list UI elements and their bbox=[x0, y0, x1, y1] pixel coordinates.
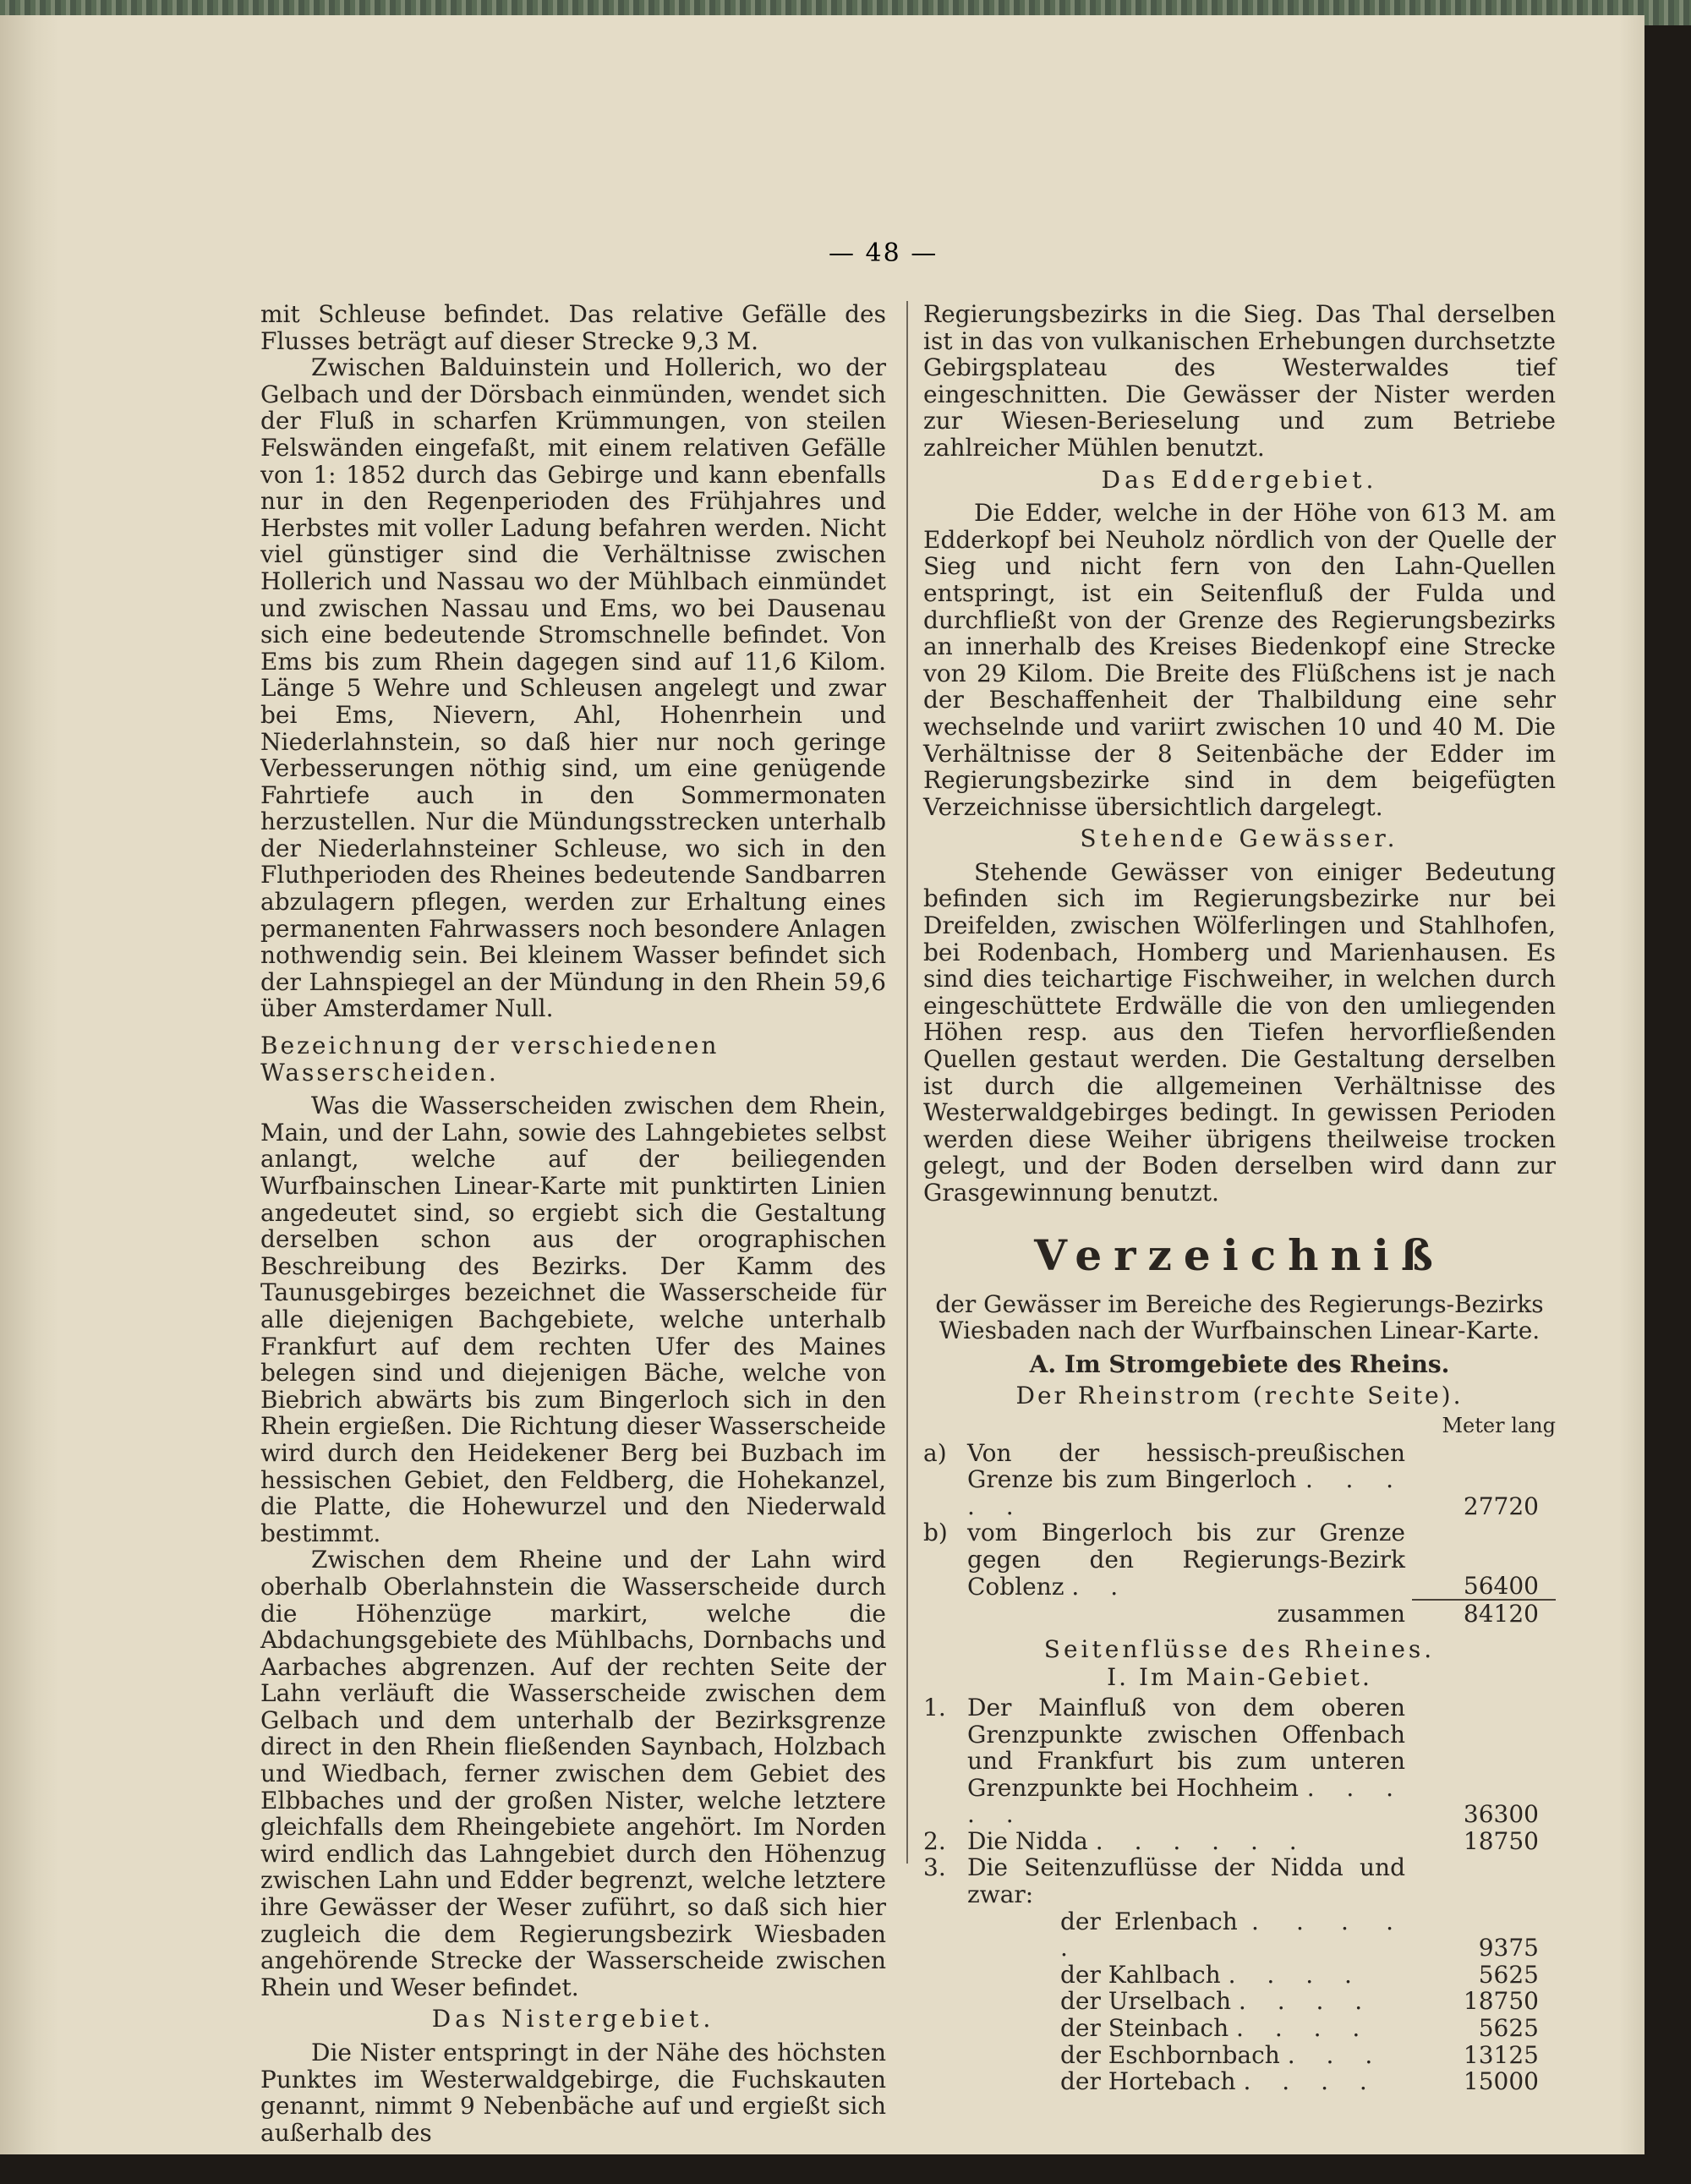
leader-dots: . . . . bbox=[1238, 1987, 1375, 2016]
sum-label: zusammen bbox=[1277, 1600, 1405, 1628]
table-row bbox=[923, 1828, 1556, 1855]
rhine-table bbox=[923, 1440, 1556, 1628]
table-row bbox=[923, 1694, 1556, 1828]
paragraph: Zwischen dem Rheine und der Lahn wird oberhalb Oberlahnstein die Wasserscheide durch die Höhenzüge markirt, welche die Abdachungsgebiete des Mühlbachs, Dornbachs und Aarbaches abgrenzen. Auf der rechten Seite der Lahn verläuft die Wasserscheide zwischen dem Gelbach und dem unterhalb der Bezirksgrenze direct in den Rhein fließenden Saynbach, Holzbach und Wiedbach, ferner zwischen dem Gebiet des Elbbaches und der großen Nister, welche letztere gleichfalls dem Rheingebiete angehört. Im Norden wird endlich das Lahngebiet durch den Höhenzug zwischen Lahn und Edder begrenzt, welche letztere ihre Gewässer der Weser zuführt, so daß sich hier zugleich die dem Regierungsbezirk Wiesbaden angehörende Strecke der Wasserscheide zwischen Rhein und Weser befindet. bbox=[260, 1546, 886, 2001]
table-row bbox=[923, 2068, 1556, 2095]
table-row bbox=[923, 1988, 1556, 2015]
directory-subtitle: der Gewässer im Bereiche des Regierungs-Bezirks Wiesbaden nach der Wurfbainschen Linear-Karte. bbox=[935, 1289, 1544, 1345]
row-label: a) bbox=[923, 1438, 947, 1467]
paragraph: Stehende Gewässer von einiger Bedeutung befinden sich im Regierungsbezirke nur bei Dreifelden, zwischen Wölferlingen und Stahlhofen, bei Rodenbach, Homberg und Marienhausen. Es sind dies teichartige Fischweiher, in welchen durch eingeschüttete Erdwälle die von den umliegenden Höhen resp. aus den Tiefen hervorfließenden Quellen gestaut werden. Die Gestaltung derselben ist durch die allgemeinen Verhältnisse des Westerwaldgebirges bedingt. In gewissen Perioden werden diese Weiher übrigens theilweise trocken gelegt, und der Boden derselben wird dann zur Grasgewinnung benutzt. bbox=[923, 857, 1556, 1207]
page-edge-shade bbox=[1619, 15, 1644, 2154]
row-value: 5625 bbox=[1478, 1960, 1539, 1989]
leader-dots: . . . . . bbox=[1060, 1907, 1406, 1962]
row-text: der Eschbornbach bbox=[1060, 2040, 1280, 2069]
table-row bbox=[923, 2042, 1556, 2069]
row-value: 18750 bbox=[1463, 1987, 1539, 2016]
page-number: — 48 — bbox=[829, 238, 939, 268]
rhine-heading: Der Rheinstrom (rechte Seite). bbox=[1015, 1382, 1464, 1410]
paragraph: Die Edder, welche in der Höhe von 613 M. am Edderkopf bei Neuholz nördlich von der Quelle der Sieg und nicht fern von den Lahn-Quellen entspringt, ist ein Seitenfluß der Fulda und durchfließt von der Grenze des Regierungsbezirks an innerhalb des Kreises Biedenkopf eine Strecke von 29 Kilom. Die Breite des Flüßchens ist je nach der Beschaffenheit der Thalbildung eine sehr wechselnde und variirt zwischen 10 und 40 M. Die Verhältnisse der 8 Seitenbäche der Edder im Regierungsbezirke sind in dem beigefügten Verzeichnisse übersichtlich dargelegt. bbox=[923, 499, 1556, 821]
leader-dots: . . bbox=[1071, 1572, 1130, 1601]
row-text: der Urselbach bbox=[1060, 1987, 1231, 2016]
paragraph: Die Nister entspringt in der Nähe des höchsten Punktes im Westerwaldgebirge, die Fuchskauten genannt, nimmt 9 Nebenbäche auf und ergießt sich außerhalb des bbox=[260, 2039, 886, 2147]
section-heading: Das Nistergebiet. bbox=[431, 2005, 715, 2033]
row-label: 2. bbox=[923, 1826, 946, 1855]
leader-dots: . . . . . bbox=[967, 1465, 1406, 1520]
row-text: Der Mainfluß von dem oberen Grenzpunkte zwischen Offenbach und Frankfurt bis zum unteren Grenzpunkte bei Hochheim bbox=[967, 1693, 1405, 1802]
row-value: 15000 bbox=[1463, 2067, 1539, 2096]
row-text: vom Bingerloch bis zur Grenze gegen den Regierungs-Bezirk Coblenz bbox=[967, 1519, 1405, 1601]
row-text: der Kahlbach bbox=[1060, 1960, 1221, 1989]
paragraph: Zwischen Balduinstein und Hollerich, wo der Gelbach und der Dörsbach einmünden, wendet sich der Fluß in scharfen Krümmungen, von steilen Felswänden eingefaßt, mit einem relativen Gefälle von 1: 1852 durch das Gebirge und kann ebenfalls nur in den Regenperioden des Frühjahres und Herbstes mit voller Ladung befahren werden. Nicht viel günstiger sind die Verhältnisse zwischen Hollerich und Nassau wo der Mühlbach einmündet und zwischen Nassau und Ems, wo bei Dausenau sich eine bedeutende Stromschnelle befindet. Von Ems bis zum Rhein dagegen sind auf 11,6 Kilom. Länge 5 Wehre und Schleusen angelegt und zwar bei Ems, Nievern, Ahl, Hohenrhein und Niederlahnstein, so daß hier nur noch geringe Verbesserungen nöthig sind, um eine genügende Fahrtiefe auch in den Sommermonaten herzustellen. Nur die Mündungsstrecken unterhalb der Niederlahnsteiner Schleuse, wo sich in den Fluthperioden des Rheines bedeutende Sandbarren abzulagern pflegen, werden zur Erhaltung eines permanenten Fahrwassers noch besondere Anlagen nothwendig sein. Bei kleinem Wasser befindet sich der Lahnspiegel an der Mündung in den Rhein 59,6 über Amsterdamer Null. bbox=[260, 353, 886, 1023]
right-column bbox=[923, 301, 1556, 2095]
row-value: 36300 bbox=[1463, 1800, 1539, 1829]
table-row bbox=[923, 1854, 1556, 1908]
leader-dots: . . . . bbox=[1243, 2067, 1379, 2096]
paragraph: Regierungsbezirks in die Sieg. Das Thal derselben ist in das von vulkanischen Erhebungen durchsetzte Gebirgsplateau des Westerwaldes tief eingeschnitten. Die Gewässer der Nister werden zur Wiesen-Berieselung und zum Betriebe zahlreicher Mühlen benutzt. bbox=[923, 300, 1556, 462]
binding-gutter bbox=[0, 15, 59, 2154]
paragraph: mit Schleuse befindet. Das relative Gefälle des Flusses beträgt auf dieser Strecke 9,3 M. bbox=[260, 300, 886, 355]
row-value: 56400 bbox=[1463, 1571, 1539, 1600]
row-value: 13125 bbox=[1463, 2040, 1539, 2069]
row-text: der Erlenbach bbox=[1060, 1907, 1238, 1935]
tributaries-heading: Seitenflüsse des Rheines. bbox=[1043, 1634, 1436, 1663]
table-row bbox=[923, 1962, 1556, 1989]
section-heading: Das Eddergebiet. bbox=[1101, 465, 1378, 494]
row-value: 5625 bbox=[1478, 2014, 1539, 2043]
sum-row bbox=[923, 1600, 1556, 1628]
section-a-heading: A. Im Stromgebiete des Rheins. bbox=[1029, 1349, 1450, 1378]
main-heading: I. Im Main-Gebiet. bbox=[1107, 1663, 1372, 1692]
leader-dots: . . . bbox=[1287, 2040, 1385, 2069]
leader-dots: . . . . bbox=[1228, 1960, 1364, 1989]
row-label: 1. bbox=[923, 1693, 946, 1721]
section-heading: Stehende Gewässer. bbox=[1080, 824, 1399, 853]
table-row bbox=[923, 1519, 1556, 1600]
row-text: Von der hessisch-preußischen Grenze bis zum Bingerloch bbox=[967, 1438, 1405, 1494]
main-table bbox=[923, 1694, 1556, 2095]
row-label: 3. bbox=[923, 1853, 946, 1882]
row-text: der Steinbach bbox=[1060, 2014, 1229, 2043]
row-value: 18750 bbox=[1463, 1826, 1539, 1855]
row-value: 9375 bbox=[1478, 1934, 1539, 1962]
leader-dots: . . . . bbox=[1236, 2014, 1372, 2043]
table-row bbox=[923, 1908, 1556, 1962]
row-value bbox=[1412, 1854, 1556, 1908]
paragraph: Was die Wasserscheiden zwischen dem Rhein, Main, und der Lahn, sowie des Lahngebietes selbst anlangt, welche auf der beiliegenden Wurfbainschen Linear-Karte mit punktirten Linien angedeutet sind, so ergiebt sich die Gestaltung derselben schon aus der orographischen Beschreibung des Bezirks. Der Kamm des Taunusgebirges bezeichnet die Wasserscheide für alle diejenigen Bachgebiete, welche unterhalb Frankfurt auf dem rechten Ufer des Maines belegen sind und diejenigen Bäche, welche von Biebrich abwärts bis zum Bingerloch sich in den Rhein ergießen. Die Richtung dieser Wasserscheide wird durch den Heidekener Berg bei Buzbach im hessischen Gebiet, den Feldberg, die Hohekanzel, die Platte, die Hohewurzel und den Niederwald bestimmt. bbox=[260, 1092, 886, 1547]
row-text: Die Seitenzuflüsse der Nidda und zwar: bbox=[967, 1853, 1405, 1909]
unit-label: Meter lang bbox=[1442, 1413, 1556, 1437]
table-row bbox=[923, 2015, 1556, 2042]
left-column bbox=[260, 301, 886, 2146]
directory-title: Verzeichniß bbox=[1034, 1229, 1445, 1280]
section-heading: Bezeichnung der verschiedenen Wasserscheiden. bbox=[260, 1032, 720, 1087]
leader-dots: . . . . . bbox=[967, 1773, 1405, 1829]
row-label: b) bbox=[923, 1519, 948, 1547]
row-text: Die Nidda bbox=[967, 1826, 1088, 1855]
table-row bbox=[923, 1440, 1556, 1520]
row-text: der Hortebach bbox=[1060, 2067, 1236, 2096]
column-divider bbox=[906, 301, 908, 1864]
leader-dots: . . . . . . bbox=[1095, 1826, 1309, 1855]
sum-value: 84120 bbox=[1412, 1600, 1556, 1628]
row-value: 27720 bbox=[1463, 1492, 1539, 1520]
